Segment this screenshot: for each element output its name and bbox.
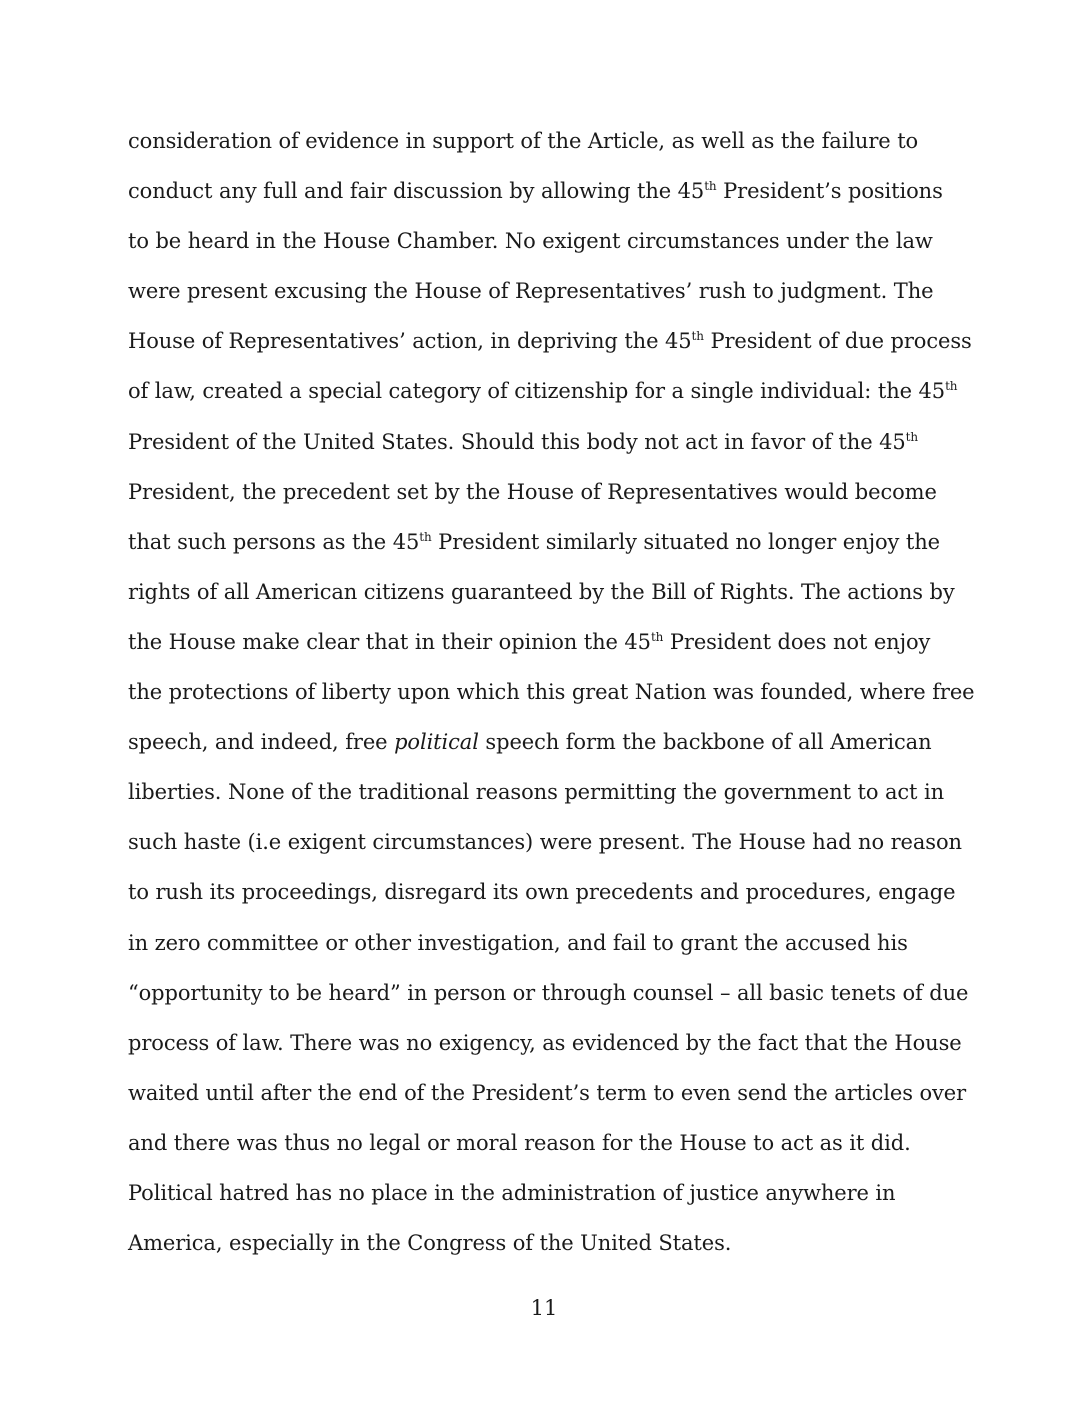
text-line: and there was thus no legal or moral reason for the House to act as it did. xyxy=(128,1130,911,1155)
ordinal-superscript: th xyxy=(945,379,958,394)
text-line: consideration of evidence in support of the Article, as well as the failure to xyxy=(128,129,919,153)
text-line: the House make clear that in their opinion the 45th President does not enjoy xyxy=(128,629,931,654)
body-paragraph xyxy=(128,123,975,1275)
text-line: President of the United States. Should this body not act in favor of the 45th xyxy=(128,429,918,454)
text-line: such haste (i.e exigent circumstances) were present. The House had no reason xyxy=(128,830,962,855)
text-line: in zero committee or other investigation, and fail to grant the accused his xyxy=(128,930,908,955)
text-line: process of law. There was no exigency, as evidenced by the fact that the House xyxy=(128,1030,962,1055)
text-line: the protections of liberty upon which this great Nation was founded, where free xyxy=(128,680,975,705)
text-line: conduct any full and fair discussion by allowing the 45th President’s positions xyxy=(128,179,943,204)
text-line: to rush its proceedings, disregard its own precedents and procedures, engage xyxy=(128,880,956,905)
text-line: rights of all American citizens guaranteed by the Bill of Rights. The actions by xyxy=(128,579,955,604)
ordinal-superscript: th xyxy=(905,429,918,444)
page-number: 11 xyxy=(530,1296,558,1320)
emphasized-word: political xyxy=(394,730,479,755)
text-line: waited until after the end of the President’s term to even send the articles over xyxy=(128,1080,967,1105)
ordinal-superscript: th xyxy=(691,329,704,344)
text-line: liberties. None of the traditional reasons permitting the government to act in xyxy=(128,780,944,805)
text-line: to be heard in the House Chamber. No exigent circumstances under the law xyxy=(128,229,933,254)
text-line: of law, created a special category of citizenship for a single individual: the 45th xyxy=(128,379,958,404)
ordinal-superscript: th xyxy=(419,529,432,544)
ordinal-superscript: th xyxy=(650,629,664,644)
text-line: America, especially in the Congress of the United States. xyxy=(128,1231,732,1256)
text-line: were present excusing the House of Representatives’ rush to judgment. The xyxy=(128,279,934,304)
ordinal-superscript: th xyxy=(704,179,717,194)
text-line: President, the precedent set by the House of Representatives would become xyxy=(128,479,937,504)
text-line: that such persons as the 45th President similarly situated no longer enjoy the xyxy=(128,529,940,554)
text-line: House of Representatives’ action, in depriving the 45th President of due process xyxy=(128,329,972,354)
text-line: speech, and indeed, free political speech form the backbone of all American xyxy=(128,730,932,755)
text-line: Political hatred has no place in the administration of justice anywhere in xyxy=(128,1180,896,1205)
text-line: “opportunity to be heard” in person or through counsel – all basic tenets of due xyxy=(128,980,969,1005)
